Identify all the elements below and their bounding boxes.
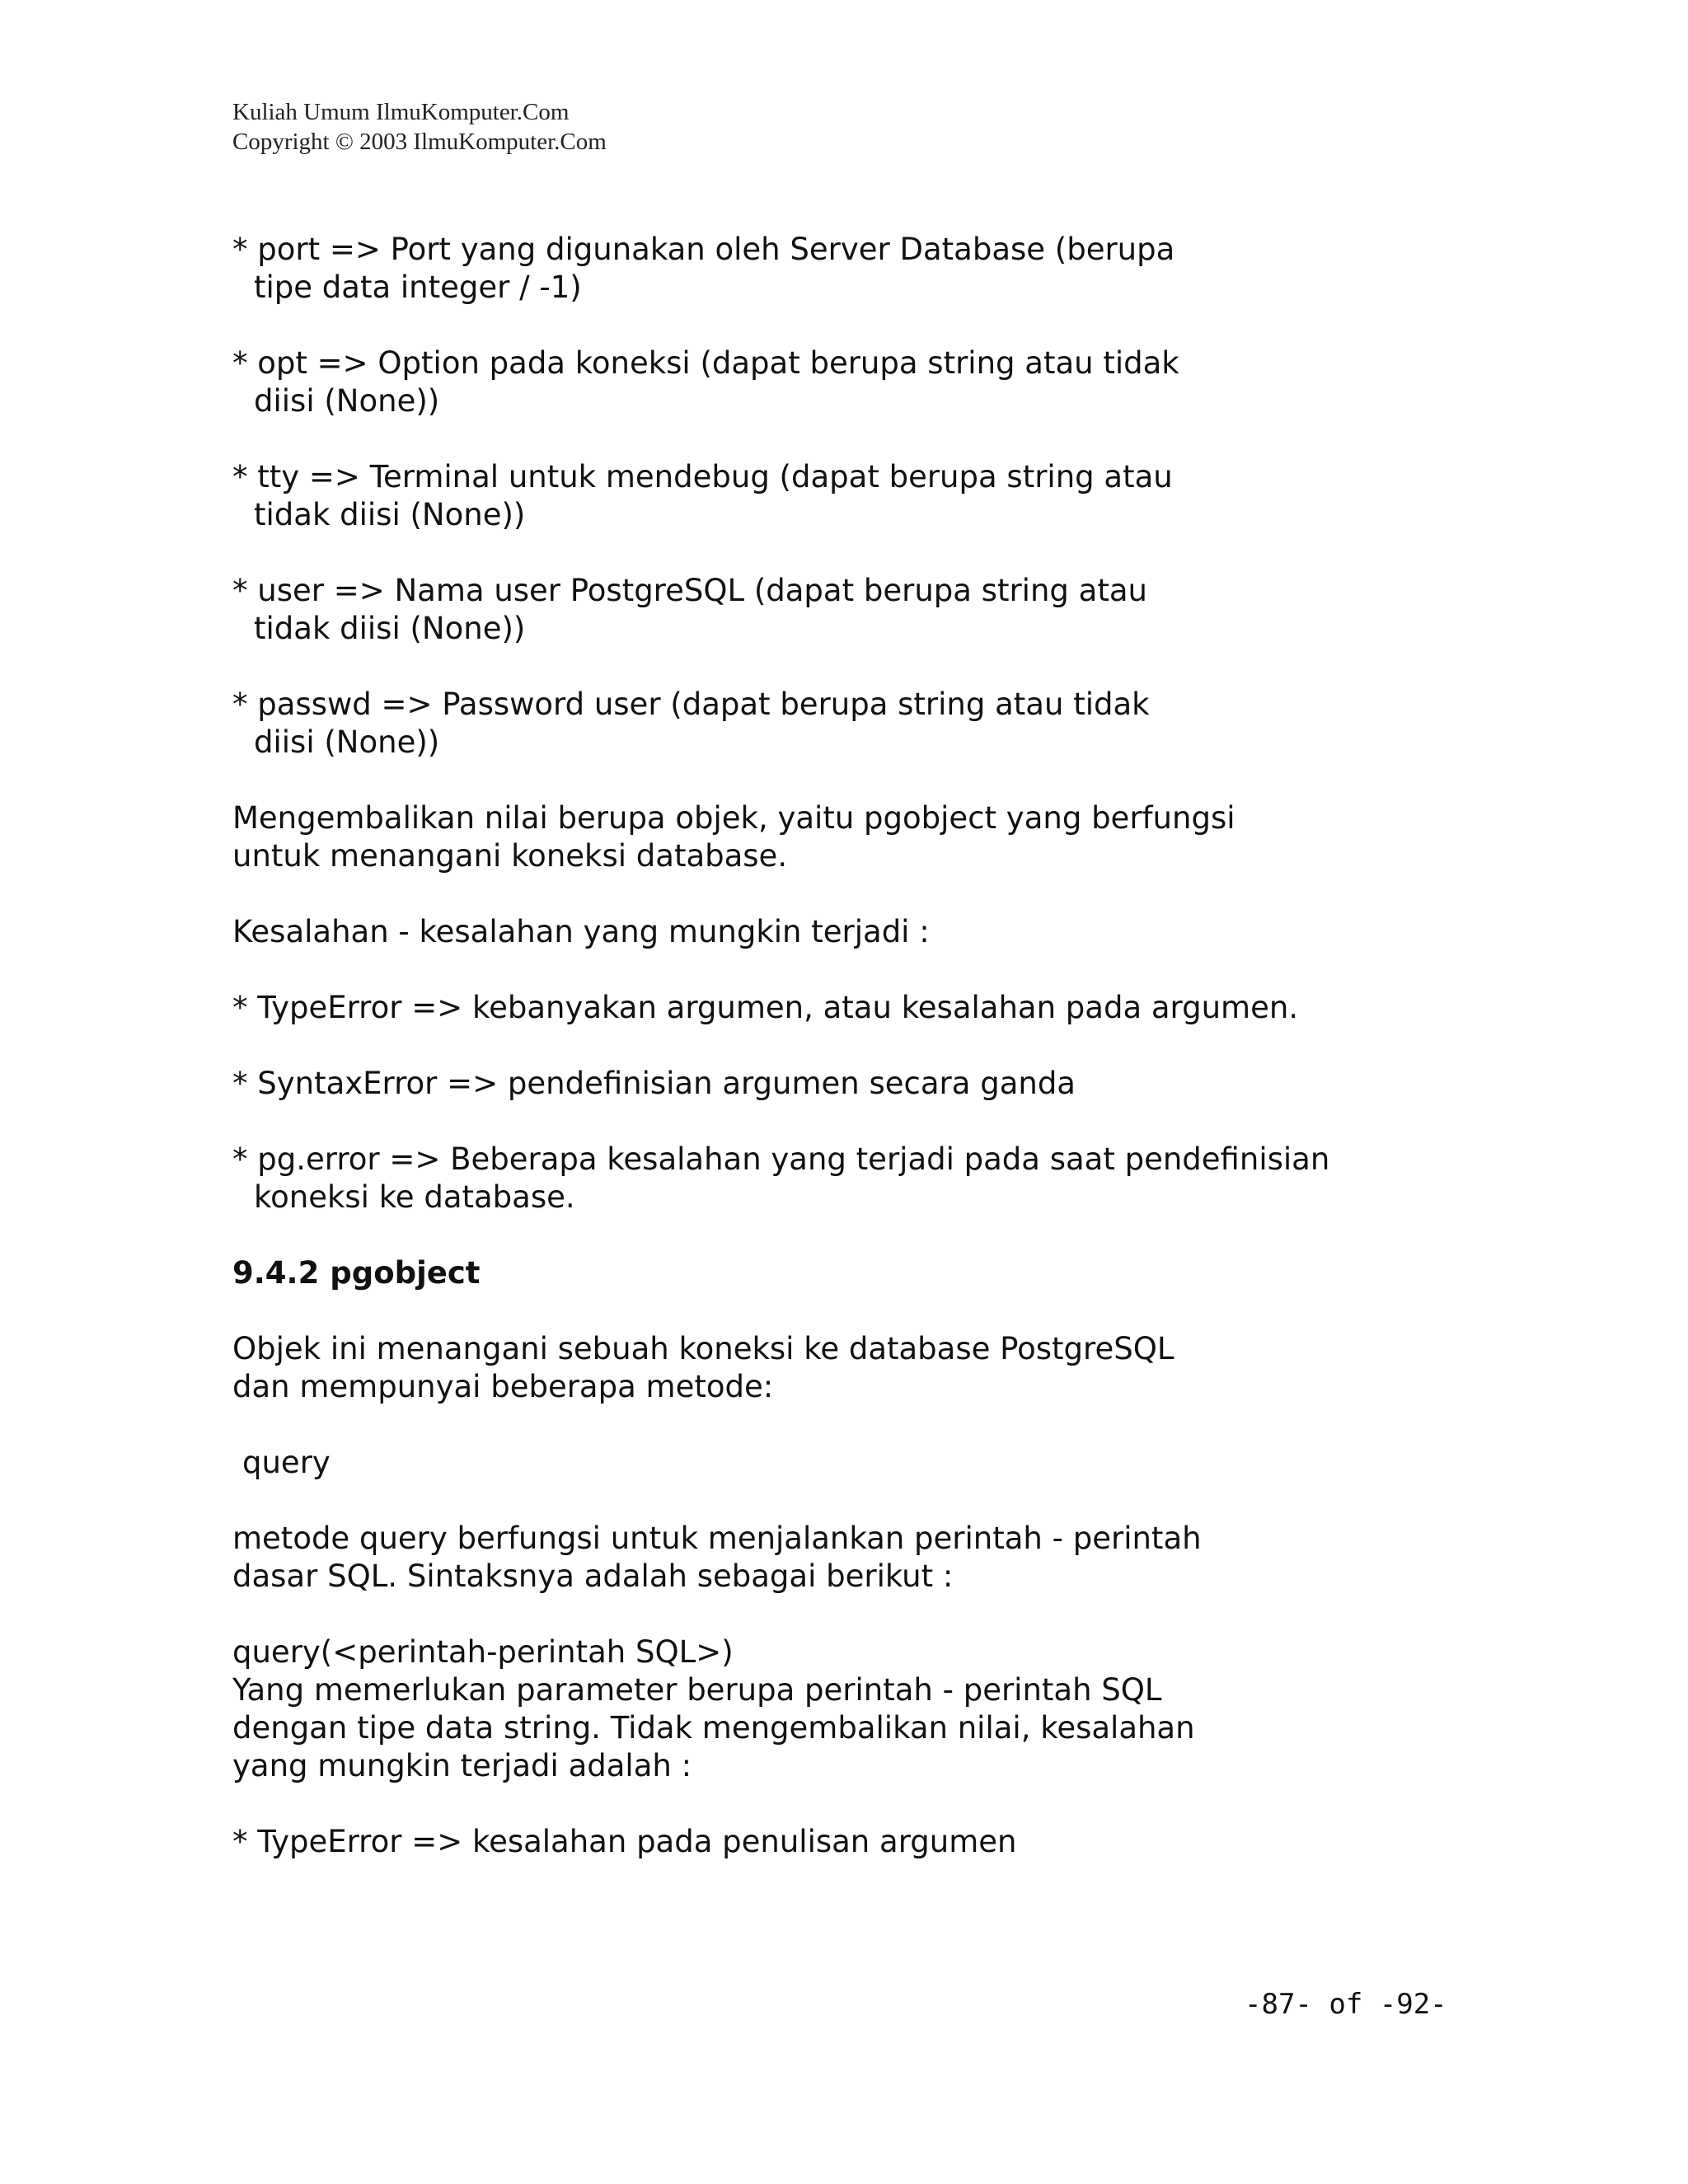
param-passwd-line2: diisi (None)) <box>254 724 440 760</box>
error-typeerror: * TypeError => kebanyakan argumen, atau kesalahan pada argumen. <box>232 990 1299 1025</box>
param-opt-line1: * opt => Option pada koneksi (dapat berupa string atau tidak <box>232 345 1179 381</box>
syntax-line2: Yang memerlukan parameter berupa perintah - perintah SQL <box>232 1672 1162 1708</box>
syntax-paragraph <box>232 1633 1518 1785</box>
param-tty-line2: tidak diisi (None)) <box>254 497 526 532</box>
query-error-typeerror: * TypeError => kesalahan pada penulisan argumen <box>232 1824 1017 1859</box>
param-port-line2: tipe data integer / -1) <box>254 269 582 305</box>
param-user <box>232 572 1518 648</box>
section-heading: 9.4.2 pgobject <box>232 1255 481 1291</box>
syntax-line3: dengan tipe data string. Tidak mengembalikan nilai, kesalahan <box>232 1710 1195 1746</box>
method-desc-line2: dasar SQL. Sintaksnya adalah sebagai berikut : <box>232 1558 954 1594</box>
method-desc-line1: metode query berfungsi untuk menjalankan perintah - perintah <box>232 1521 1202 1556</box>
errors-intro: Kesalahan - kesalahan yang mungkin terjadi : <box>232 914 930 949</box>
error-pgerror-line2: koneksi ke database. <box>254 1179 575 1215</box>
param-tty <box>232 458 1518 534</box>
returns-paragraph <box>232 799 1518 875</box>
document-body <box>232 231 1518 1861</box>
syntax-line1: query(<perintah-perintah SQL>) <box>232 1634 734 1670</box>
param-tty-line1: * tty => Terminal untuk mendebug (dapat berupa string atau <box>232 459 1173 494</box>
section-intro-line1: Objek ini menangani sebuah koneksi ke database PostgreSQL <box>232 1331 1175 1366</box>
error-pgerror-line1: * pg.error => Beberapa kesalahan yang terjadi pada saat pendefinisian <box>232 1141 1330 1177</box>
page-header <box>232 97 607 157</box>
section-intro-line2: dan mempunyai beberapa metode: <box>232 1369 774 1404</box>
section-intro <box>232 1330 1518 1406</box>
param-port <box>232 231 1518 307</box>
param-user-line2: tidak diisi (None)) <box>254 611 526 646</box>
header-course-title: Kuliah Umum IlmuKomputer.Com <box>232 99 570 125</box>
param-opt <box>232 344 1518 420</box>
param-user-line1: * user => Nama user PostgreSQL (dapat berupa string atau <box>232 573 1147 608</box>
error-syntaxerror: * SyntaxError => pendefinisian argumen secara ganda <box>232 1066 1076 1101</box>
param-passwd-line1: * passwd => Password user (dapat berupa string atau tidak <box>232 687 1150 722</box>
error-pgerror <box>232 1141 1518 1216</box>
method-name: query <box>242 1445 331 1480</box>
param-port-line1: * port => Port yang digunakan oleh Server Database (berupa <box>232 232 1175 267</box>
method-description <box>232 1520 1518 1596</box>
syntax-line4: yang mungkin terjadi adalah : <box>232 1748 692 1783</box>
returns-line1: Mengembalikan nilai berupa objek, yaitu pgobject yang berfungsi <box>232 800 1236 836</box>
header-copyright: Copyright © 2003 IlmuKomputer.Com <box>232 129 607 155</box>
page-number: -87- of -92- <box>1245 1988 1447 2021</box>
returns-line2: untuk menangani koneksi database. <box>232 838 788 874</box>
param-passwd <box>232 686 1518 762</box>
param-opt-line2: diisi (None)) <box>254 383 440 419</box>
